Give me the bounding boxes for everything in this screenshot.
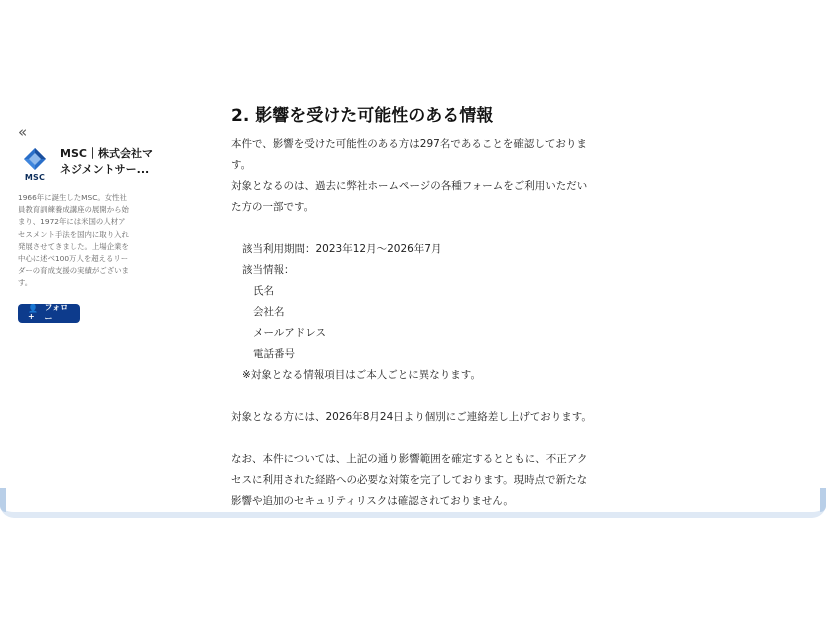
brand-name-line1: MSC｜株式会社マ (60, 147, 153, 160)
add-user-icon: 👤+ (28, 304, 38, 322)
p2-line1: 対象となるのは、過去に弊社ホームページの各種フォームをご利用いただい (231, 180, 588, 192)
info-item: メールアドレス (253, 327, 326, 339)
paragraph-contact: 対象となる方には、2026年8月24日より個別にご連絡差し上げております。 (231, 411, 592, 423)
info-item: 会社名 (253, 306, 285, 318)
author-sidebar (18, 122, 153, 324)
collapse-sidebar-icon[interactable]: « (18, 123, 28, 141)
p1-line2: す。 (231, 159, 252, 171)
follow-button[interactable] (18, 304, 80, 323)
p4-line3: 影響や追加のセキュリティリスクは確認されておりません。 (231, 495, 514, 507)
paragraph-affected-count (231, 134, 599, 176)
article-body (231, 104, 599, 512)
follow-label: フォロー (44, 303, 69, 324)
logo-text: MSC (24, 173, 46, 182)
paragraph-target (231, 176, 599, 218)
brand-name[interactable] (60, 146, 153, 178)
p4-line2: セスに利用された経路への必要な対策を完了しております。現時点で新たな (231, 474, 588, 486)
usage-period: 該当利用期間：2023年12月～2026年7月 (242, 243, 442, 255)
p4-line1: なお、本件については、上記の通り影響範囲を確定するとともに、不正アク (231, 453, 588, 465)
info-note: ※対象となる情報項目はご本人ごとに異なります。 (242, 369, 481, 381)
paragraph-measures (231, 449, 599, 512)
info-item: 電話番号 (253, 348, 295, 360)
brand[interactable] (18, 146, 153, 182)
info-item: 氏名 (253, 285, 274, 297)
brand-name-line2: ネジメントサー... (60, 163, 150, 176)
p2-line2: た方の一部です。 (231, 201, 315, 213)
p1-line1: 本件で、影響を受けた可能性のある方は297名であることを確認しておりま (231, 138, 587, 150)
msc-logo-icon (18, 146, 52, 180)
info-label: 該当情報： (242, 264, 295, 276)
brand-description: 1966年に誕生したMSC。女性社員教育訓練養成講座の展開から始まり、1972年には米国の人材アセスメント手法を国内に取り入れ発展させてきました。上場企業を中心に述べ100万人を超えるリーダーの育成支援の実績がございます。 (18, 193, 129, 288)
section-title: 2. 影響を受けた可能性のある情報 (231, 106, 494, 126)
